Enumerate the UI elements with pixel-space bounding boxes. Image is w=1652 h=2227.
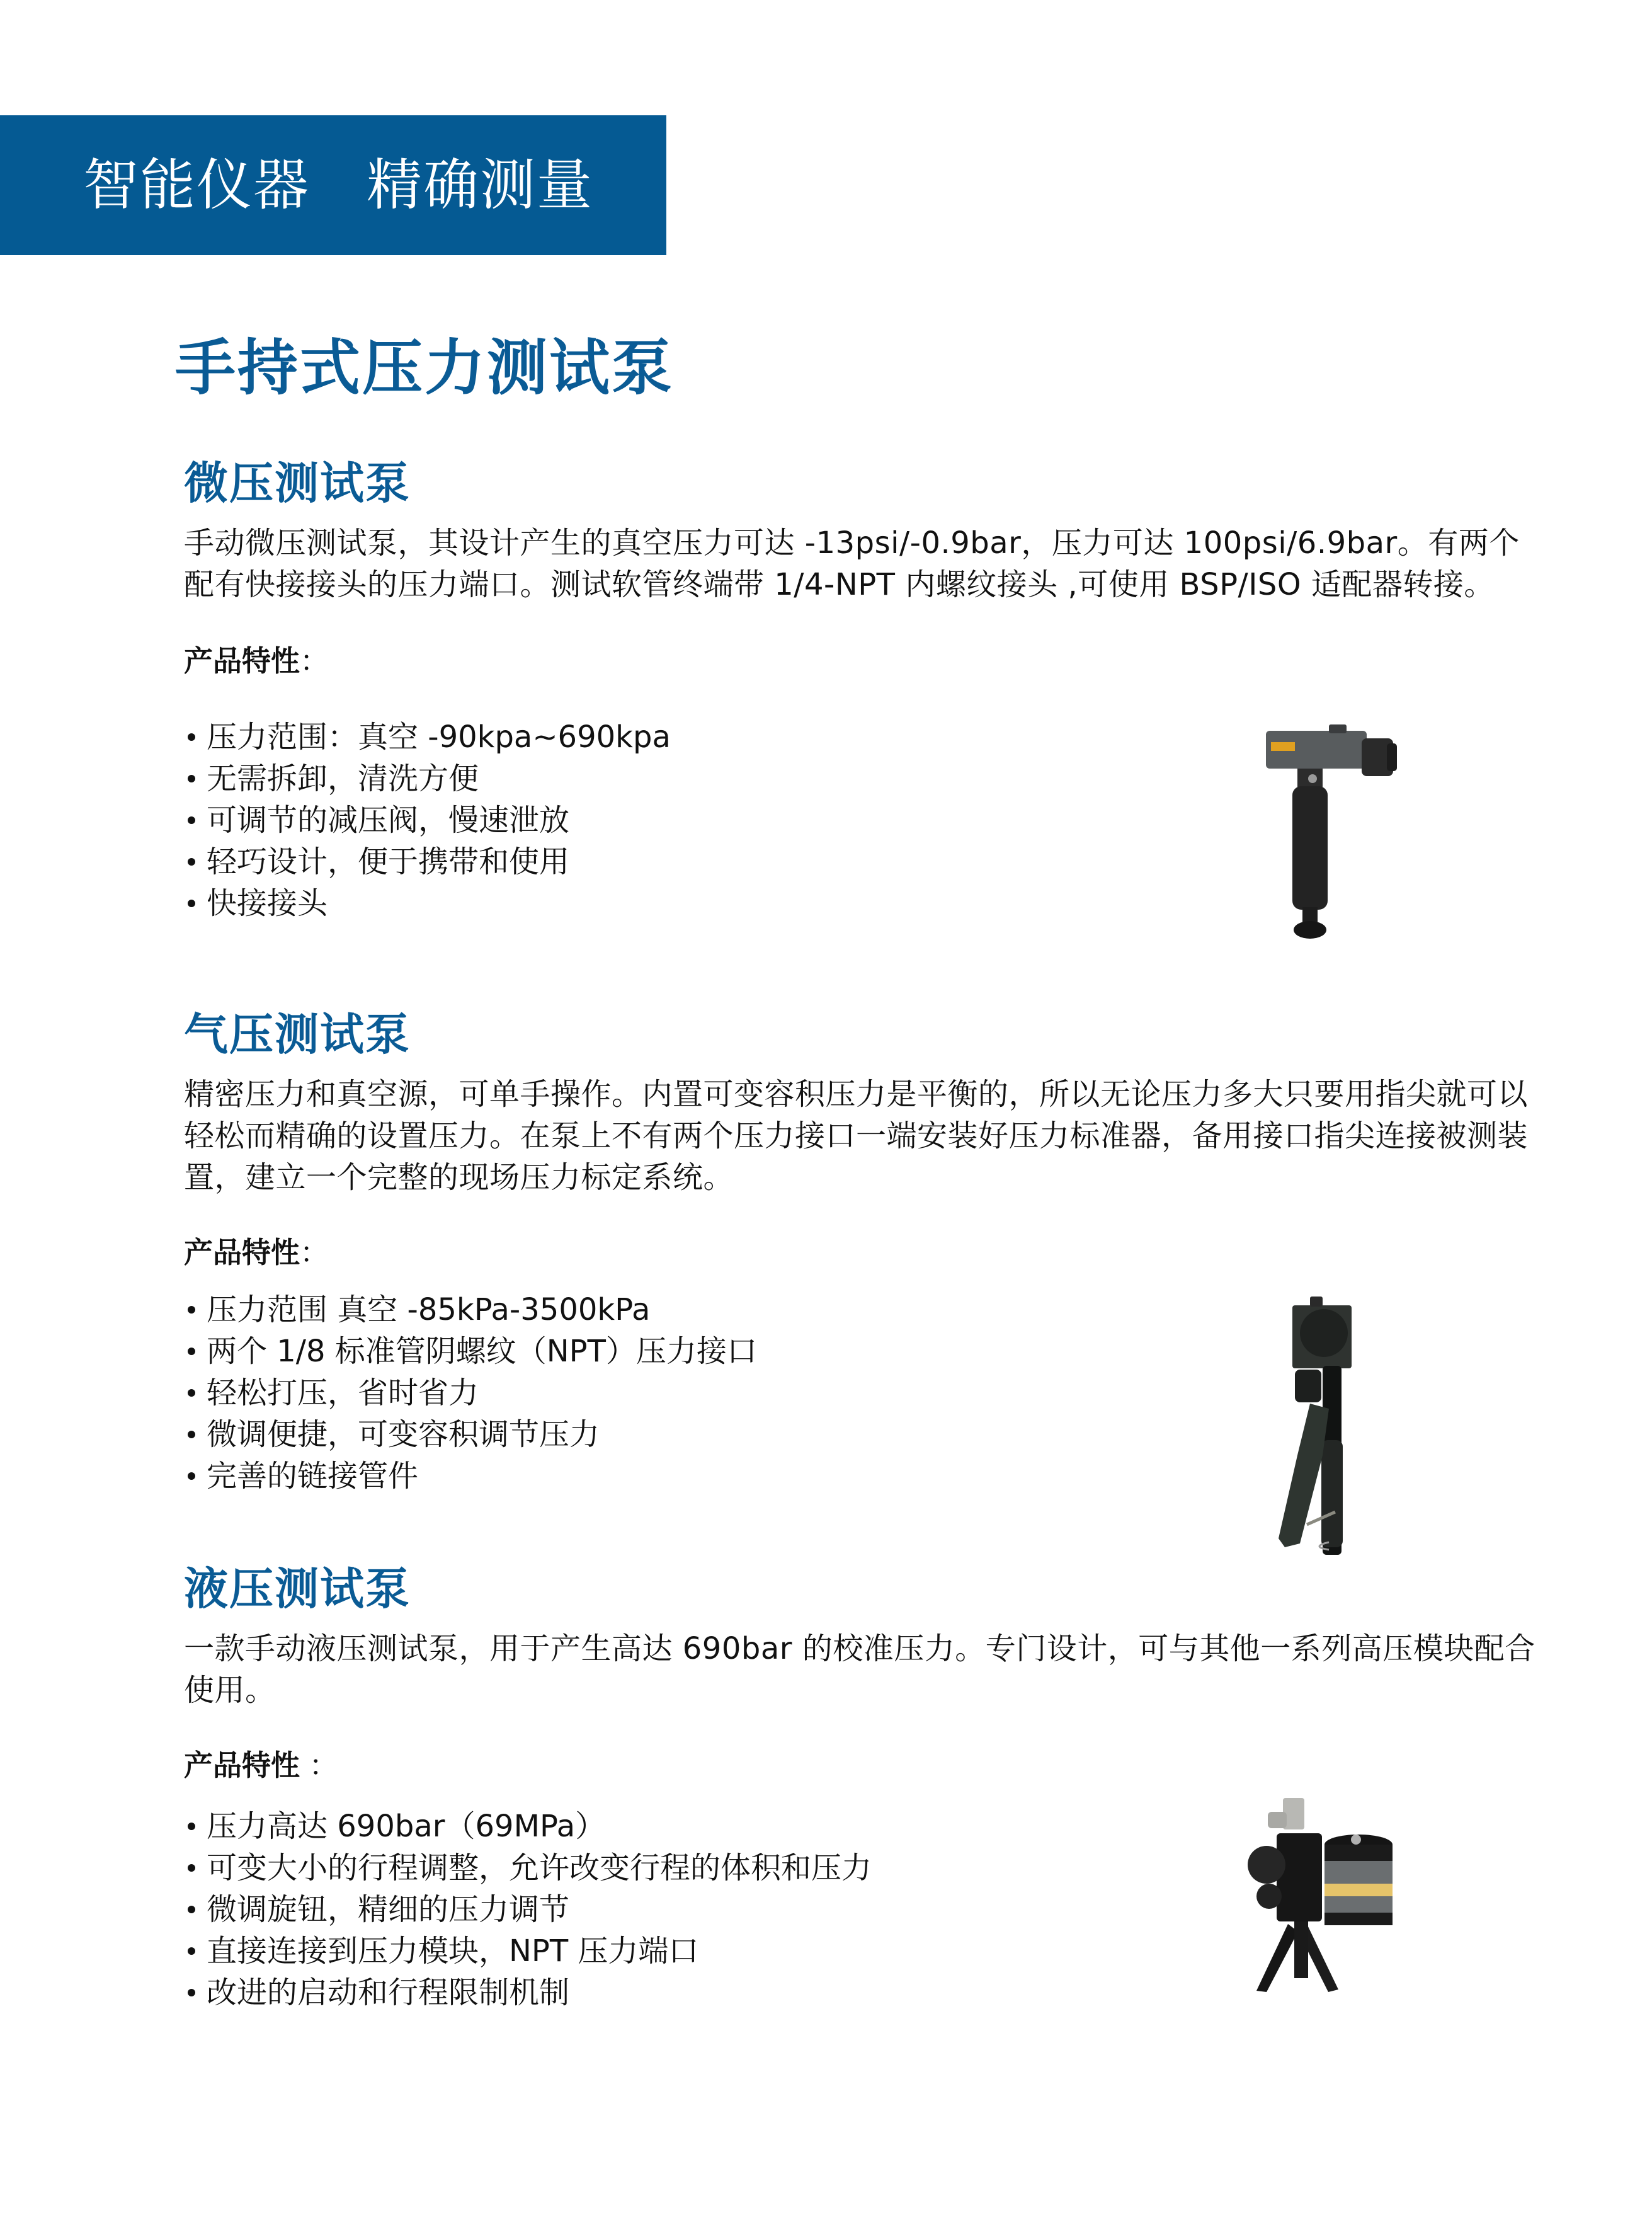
- feature-text: 完善的链接管件: [207, 1458, 419, 1494]
- page-title: 手持式压力测试泵: [175, 333, 674, 403]
- section-description: 精密压力和真空源，可单手操作。内置可变容积压力是平衡的，所以无论压力多大只要用指尖就可以轻松而精确的设置压力。在泵上不有两个压力接口一端安装好压力标准器，备用接口指尖连接被测装置，建立一个完整的现场压力标定系统。: [184, 1077, 1529, 1195]
- features-label-colon: ：: [300, 1235, 329, 1269]
- feature-text: 快接接头: [207, 886, 328, 921]
- feature-text: 无需拆卸，清洗方便: [207, 761, 479, 796]
- hydraulic-pump-image: [1244, 1789, 1395, 1997]
- bullet-icon: [188, 1348, 195, 1355]
- feature-text: 微调便捷，可变容积调节压力: [207, 1417, 600, 1452]
- bullet-icon: [188, 900, 195, 907]
- header-banner: [0, 115, 666, 255]
- bullet-icon: [188, 1989, 195, 1996]
- feature-text: 轻松打压，省时省力: [207, 1375, 479, 1411]
- features-label-text: 产品特性: [184, 1748, 300, 1782]
- section-heading: 气压测试泵: [184, 1009, 411, 1060]
- section-heading: 微压测试泵: [184, 457, 411, 509]
- features-label: [184, 642, 1538, 680]
- feature-text: 压力高达 690bar（69MPa）: [207, 1809, 606, 1844]
- feature-text: 微调旋钮，精细的压力调节: [207, 1892, 570, 1927]
- bullet-icon: [188, 1431, 195, 1438]
- features-label-colon: ：: [300, 1748, 338, 1782]
- pump-illustration-icon: [1244, 1789, 1395, 1997]
- feature-text: 压力范围：真空 -90kpa~690kpa: [207, 719, 671, 755]
- features-label-text: 产品特性: [184, 1235, 300, 1269]
- bullet-icon: [188, 816, 195, 824]
- feature-text: 可调节的减压阀，慢速泄放: [207, 803, 570, 838]
- pump-illustration-icon: [1234, 1291, 1360, 1569]
- features-label: [184, 1234, 1538, 1271]
- feature-text: 改进的启动和行程限制机制: [207, 1975, 570, 2010]
- feature-text: 直接连接到压力模块，NPT 压力端口: [207, 1933, 699, 1969]
- bullet-icon: [188, 1864, 195, 1872]
- bullet-icon: [188, 1472, 195, 1480]
- section-description: 手动微压测试泵，其设计产生的真空压力可达 -13psi/-0.9bar，压力可达 100psi/6.9bar。有两个配有快接接头的压力端口。测试软管终端带 1/4-NPT 内螺纹接头 ,可使用 BSP/ISO 适配器转接。: [184, 525, 1520, 602]
- bullet-icon: [188, 858, 195, 866]
- section-heading: 液压测试泵: [184, 1563, 411, 1615]
- features-label: [184, 1746, 1538, 1784]
- features-label-text: 产品特性: [184, 644, 300, 678]
- micro-pressure-pump-image: [1253, 718, 1404, 945]
- bullet-icon: [188, 733, 195, 741]
- feature-text: 两个 1/8 标准管阴螺纹（NPT）压力接口: [207, 1334, 757, 1369]
- bullet-icon: [188, 1306, 195, 1314]
- feature-text: 轻巧设计，便于携带和使用: [207, 844, 570, 879]
- features-label-colon: ：: [300, 644, 329, 678]
- feature-text: 可变大小的行程调整，允许改变行程的体积和压力: [207, 1850, 872, 1886]
- pneumatic-pump-image: [1234, 1291, 1360, 1569]
- section-description: 一款手动液压测试泵，用于产生高达 690bar 的校准压力。专门设计，可与其他一系列高压模块配合使用。: [184, 1631, 1535, 1708]
- bullet-icon: [188, 1947, 195, 1955]
- pump-illustration-icon: [1253, 718, 1404, 945]
- feature-text: 压力范围 真空 -85kPa-3500kPa: [207, 1292, 651, 1327]
- banner-slogan: 智能仪器 精确测量: [83, 152, 594, 217]
- bullet-icon: [188, 1823, 195, 1830]
- bullet-icon: [188, 1389, 195, 1397]
- bullet-icon: [188, 1906, 195, 1913]
- bullet-icon: [188, 775, 195, 782]
